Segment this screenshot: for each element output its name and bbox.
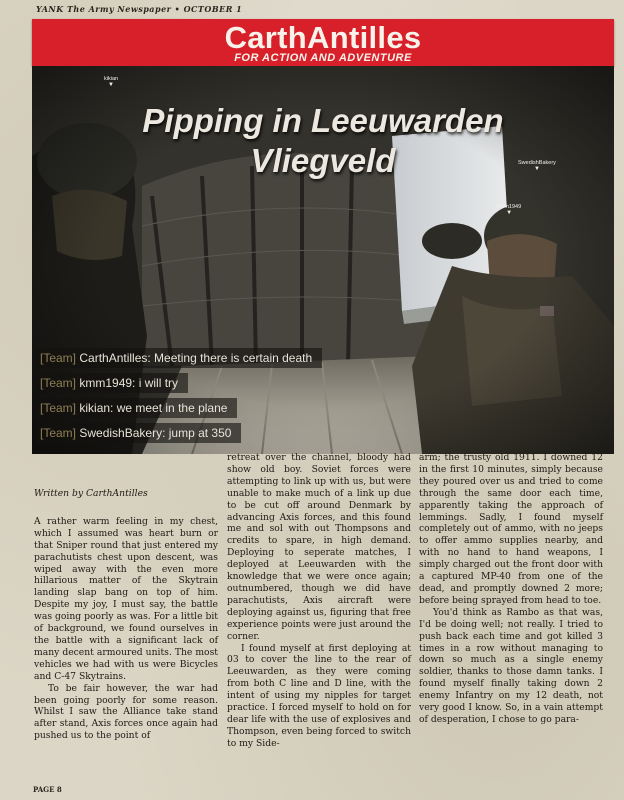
article-headline-line-1: Pipping in Leeuwarden (142, 102, 504, 139)
page-number: PAGE 8 (33, 785, 62, 794)
article-headline-line-2: Vliegveld (250, 142, 396, 179)
publication-title: CarthAntilles (224, 20, 422, 55)
chat-message: [Team] SwedishBakery: jump at 350 (36, 423, 241, 443)
game-chat-log (36, 348, 322, 448)
player-tag: kmm1949 ▼ (497, 204, 522, 216)
chat-message: [Team] CarthAntilles: Meeting there is certain death (36, 348, 322, 368)
article-paragraph: A rather warm feeling in my chest, which I assumed was heart burn or that Sniper round that just entered my parachutists chest upon descent, was wiped away with the even more hillarious matter of the Skytrain landing slap bang on top of him. Despite my joy, I must say, the battle was going poorly as was. For a little bit of background, we found ourselves in the battle with a significant lack of many decent armoured units. The most vehicles we had with us were Bicycles and C-47 Skytrains. (34, 515, 218, 682)
article-paragraph: To be fair however, the war had been going poorly for some reason. Whilst I saw the Alliance take stand after stand, Axis forces once again had pushed us to the point of (34, 682, 218, 742)
article-paragraph: I found myself at first deploying at 03 to cover the line to the rear of Leeuwarden, as they were coming from both C line and D line, with the intent of using my nipples for target practice. I forced myself to hold on for dear life with the use of explosives and Thompson, even being forced to switch to my Side- (227, 642, 411, 749)
marker-triangle-icon: ▼ (533, 166, 540, 172)
player-tag: kikian ▼ (104, 76, 119, 88)
chat-message: [Team] kikian: we meet in the plane (36, 398, 237, 418)
title-banner (32, 19, 614, 66)
article-photo (32, 66, 614, 454)
article-column-2 (227, 452, 411, 750)
article-paragraph: You'd think as Rambo as that was, I'd be doing well; not really. I tried to push back each time and got killed 3 times in a row without managing to down so much as a single enemy soldier, thanks to those damn tanks. I found myself finally taking down 2 enemy Infantry on my 12 death, not very good I know. So, in a vain attempt of desperation, I chose to go para- (419, 606, 603, 725)
article-byline: Written by CarthAntilles (34, 488, 148, 499)
masthead-line: YANK The Army Newspaper • OCTOBER 1 (36, 4, 243, 14)
marker-triangle-icon: ▼ (506, 210, 513, 216)
article-paragraph: arm; the trusty old 1911. I downed 12 in the first 10 minutes, simply because they poured over us and tried to come through the same door each time, apparently taking the approach of lemmings. Sadly, I found myself completely out of ammo, with no jeeps to offer ammo supplies nearby, and with no hand to hand weapons, I simply charged out the front door with a captured MP-40 from one of the dead, and promptly downed 2 more; before being sprayed from head to toe. (419, 452, 603, 606)
article-column-1 (34, 488, 218, 742)
chat-message: [Team] kmm1949: i will try (36, 373, 188, 393)
article-paragraph: retreat over the channel, bloody had show old boy. Soviet forces were attempting to link up with us, but were unable to make much of a link up due to be cut off around Denmark by advancing Axis forces, and this found me and sol with out Thompsons and credits to spare, in high demand. Deploying to seperate matches, I deployed at Leeuwarden with the knowledge that we were once again; outnumbered, though we did have parachutists, Axis aircraft were deploying against us, figuring that free experience points were just around the corner. (227, 452, 411, 642)
marker-triangle-icon: ▼ (108, 82, 114, 88)
publication-subtitle: FOR ACTION AND ADVENTURE (234, 52, 412, 64)
article-column-3 (419, 452, 603, 726)
player-tag: SwedishBakery ▼ (518, 160, 556, 172)
